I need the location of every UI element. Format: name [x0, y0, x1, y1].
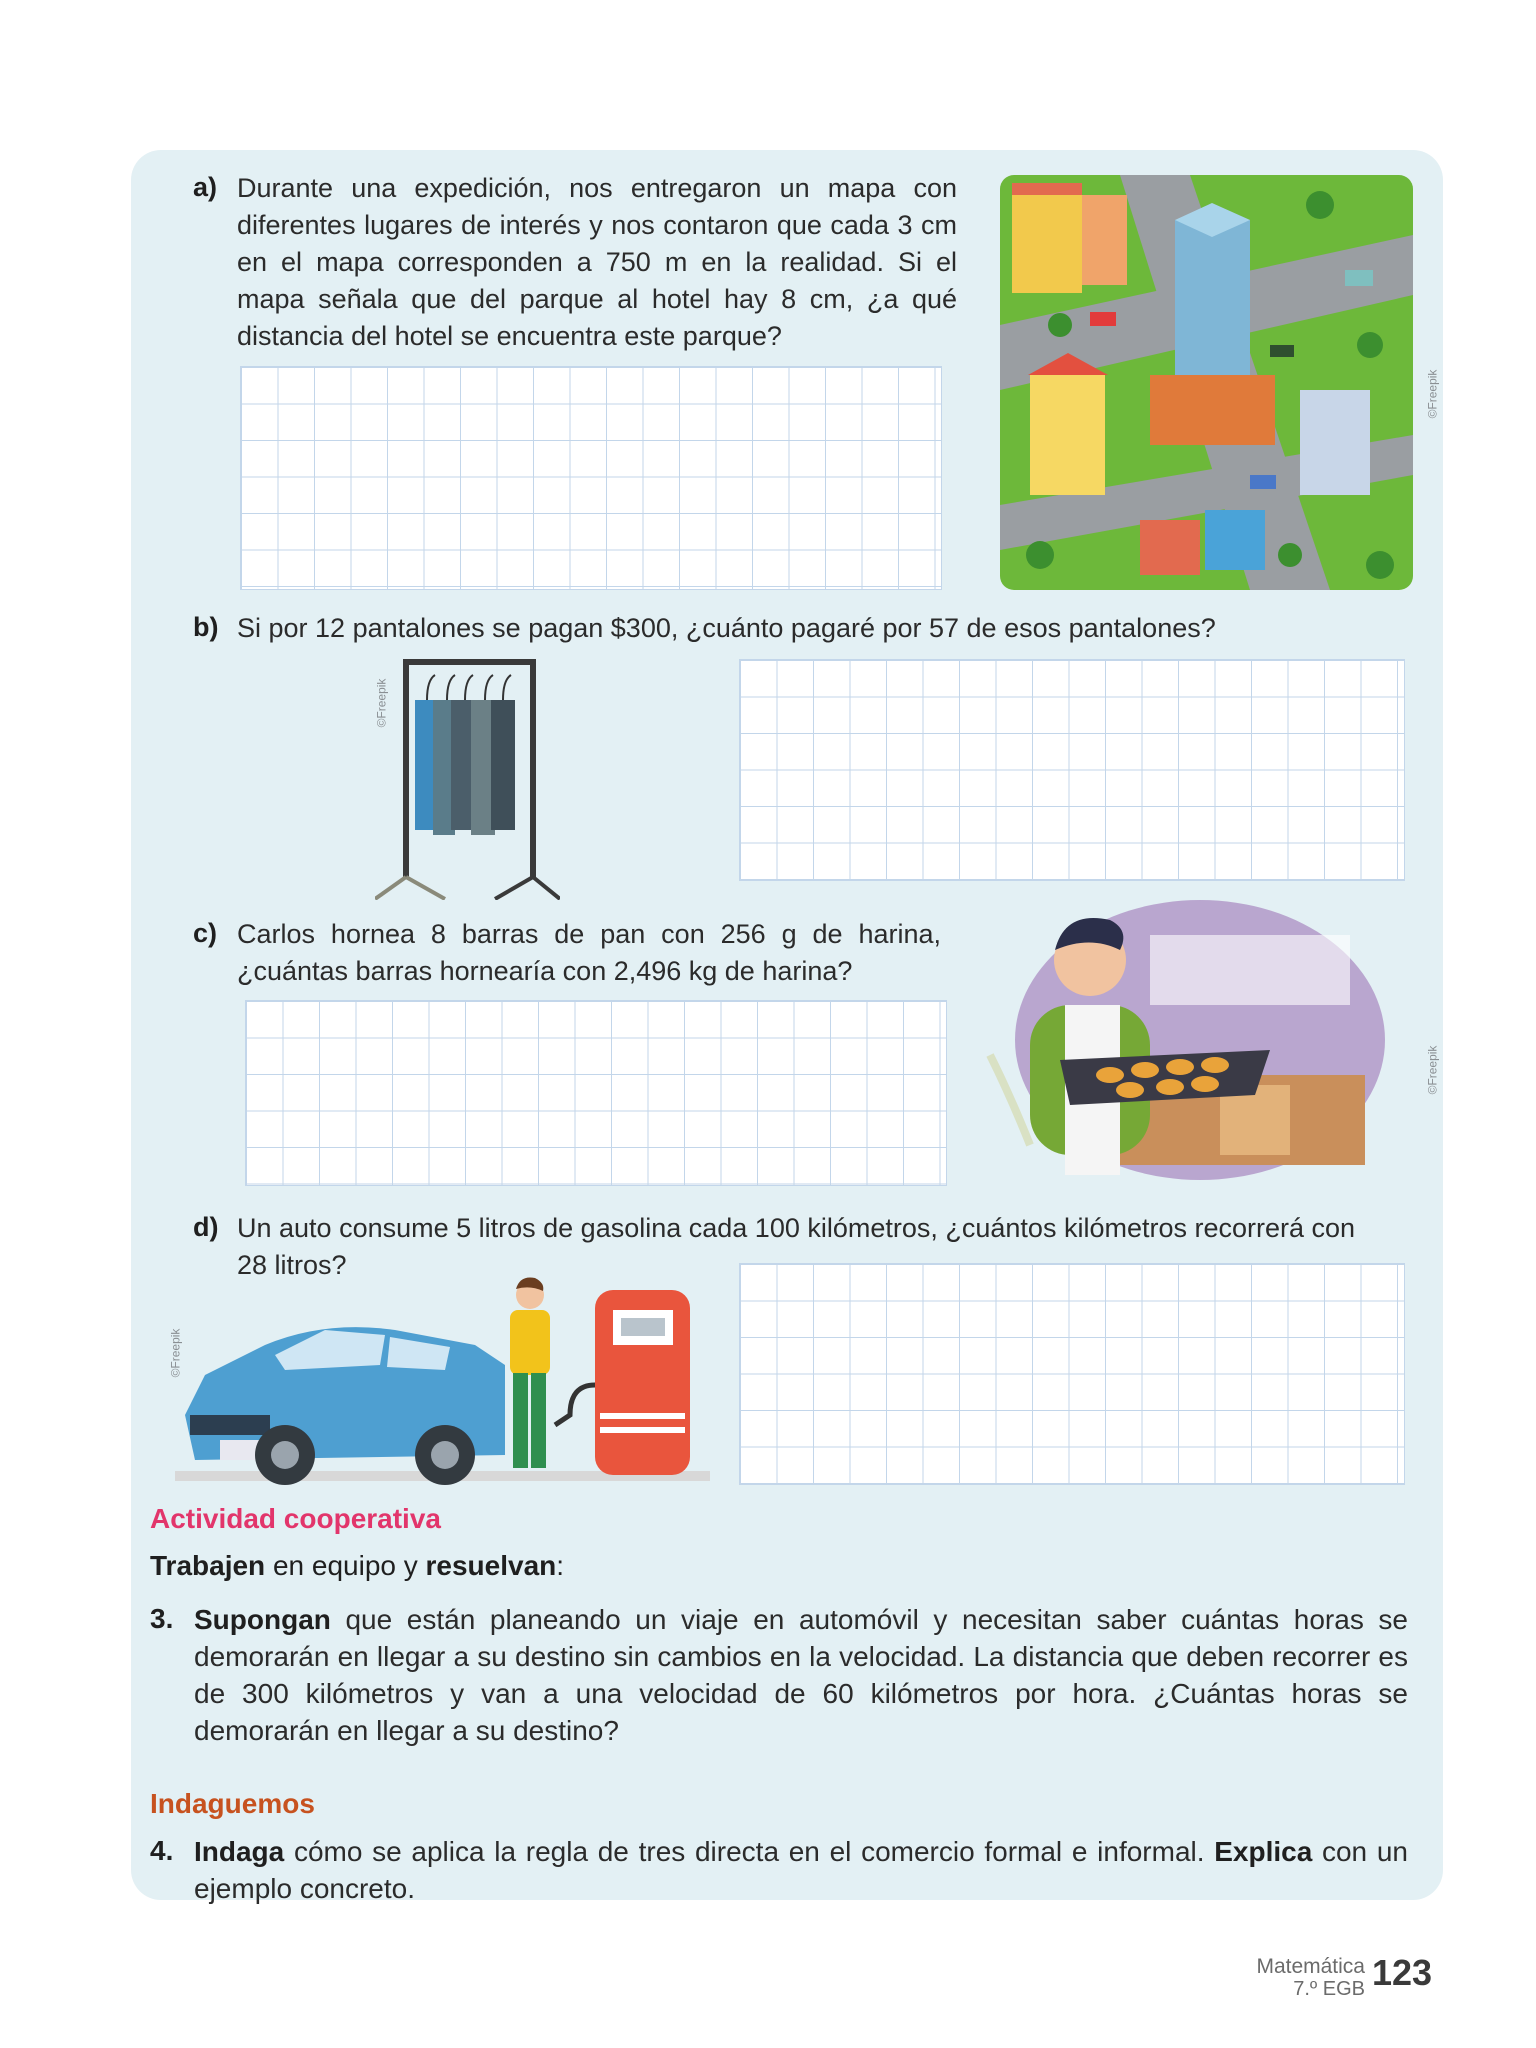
answer-grid-d[interactable]	[739, 1263, 1405, 1485]
research-title: Indaguemos	[150, 1788, 315, 1819]
page-number: 123	[1372, 1952, 1433, 1993]
credit-baker: ©Freepik	[1425, 1045, 1440, 1095]
question-a-letter: a)	[193, 172, 218, 202]
cooperative-item-number: 3.	[150, 1603, 174, 1634]
answer-grid-a[interactable]	[240, 366, 942, 590]
research-item-number: 4.	[150, 1835, 174, 1866]
question-b-letter: b)	[193, 612, 219, 642]
clothes-rack-illustration	[375, 655, 560, 900]
car-gas-station-illustration	[175, 1275, 710, 1490]
question-c-text: Carlos hornea 8 barras de pan con 256 g de harina, ¿cuántas barras hornearía con 2,496 kg de harina?	[237, 919, 941, 986]
question-d-letter: d)	[193, 1212, 219, 1242]
footer-subject: Matemática	[1256, 1955, 1365, 1978]
credit-car: ©Freepik	[168, 1328, 183, 1378]
question-a-text: Durante una expedición, nos entregaron un mapa con diferentes lugares de interés y nos contaron que cada 3 cm en el mapa corresponden a 750 m en la realidad. Si el mapa señala que del parque al hotel hay 8 cm, ¿a qué distancia del hotel se encuentra este parque?	[237, 173, 957, 351]
question-d-line2: 28 litros?	[237, 1250, 347, 1280]
credit-map: ©Freepik	[1425, 369, 1440, 419]
question-b-text: Si por 12 pantalones se pagan $300, ¿cuánto pagaré por 57 de esos pantalones?	[237, 613, 1216, 643]
research-item-text: Indaga cómo se aplica la regla de tres directa en el comercio formal e informal. Explica con un ejemplo concreto.	[194, 1836, 1408, 1904]
baker-illustration	[970, 895, 1390, 1195]
cooperative-title: Actividad cooperativa	[150, 1503, 441, 1534]
city-map-illustration	[1000, 175, 1413, 590]
question-c-letter: c)	[193, 918, 218, 948]
cooperative-item-text: Supongan que están planeando un viaje en automóvil y necesitan saber cuántas horas se demorarán en llegar a su destino sin cambios en la velocidad. La distancia que deben recorrer es de 300 kilómetros y van a una velocidad de 60 kilómetros por hora. ¿Cuántas horas se demorarán en llegar a su destino?	[194, 1604, 1408, 1746]
cooperative-instructions: Trabajen en equipo y resuelvan:	[150, 1550, 565, 1581]
credit-rack: ©Freepik	[374, 678, 389, 728]
answer-grid-c[interactable]	[245, 1000, 947, 1186]
question-d-line1: Un auto consume 5 litros de gasolina cada 100 kilómetros, ¿cuántos kilómetros recorrerá con	[237, 1213, 1356, 1243]
answer-grid-b[interactable]	[739, 659, 1405, 881]
footer-grade: 7.º EGB	[1293, 1978, 1365, 2000]
